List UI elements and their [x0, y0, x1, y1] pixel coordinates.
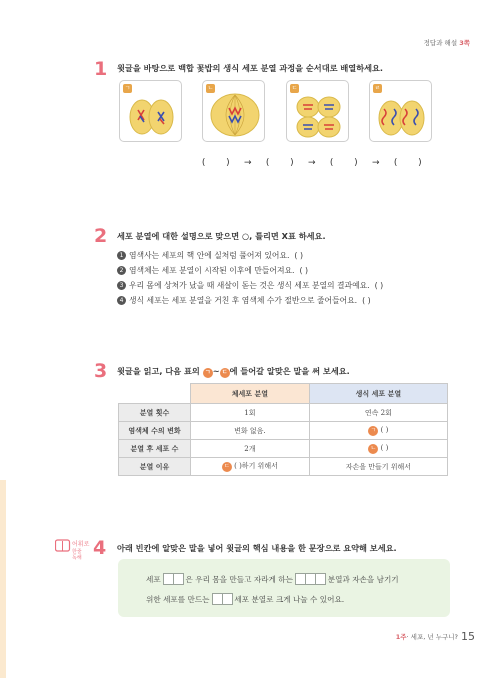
summary-line-1: 세포 은 우리 몸을 만들고 자라게 하는 분열과 자손을 남기기 [146, 575, 399, 584]
arrow-icon: → [243, 158, 253, 168]
order-blank-3[interactable]: ( ) [329, 158, 359, 168]
page-edge-strip [0, 480, 6, 678]
order-blank-4[interactable]: ( ) [393, 158, 423, 168]
statement-text: 염색체는 세포 분열이 시작된 이후에 만들어져요. [129, 266, 295, 275]
footer-title: · 세포, 넌 누구니? [406, 633, 458, 641]
row-header: 분열 이유 [119, 458, 191, 476]
page-number: 15 [461, 630, 475, 643]
stage-image-2 [202, 80, 265, 142]
answer-boxes-3[interactable] [212, 595, 232, 604]
blank-marker-icon: ㄱ [203, 368, 213, 378]
statement-number-badge: 1 [117, 251, 126, 260]
footer-unit: 1주 [395, 633, 407, 641]
answer-blank-a[interactable]: ㄱ ( ) [309, 422, 447, 440]
stage-image-4 [369, 80, 432, 142]
stage-image-1 [119, 80, 182, 142]
stage-image-3 [286, 80, 349, 142]
badge-line-3: 독해 [72, 555, 82, 560]
order-answer-row [195, 158, 429, 168]
stage-tag: ㄴ [207, 85, 214, 92]
blank-marker-icon: ㄱ [368, 426, 378, 436]
table-cell: 연속 2회 [309, 404, 447, 422]
order-blank-2[interactable]: ( ) [265, 158, 295, 168]
table-cell: 자손을 만들기 위해서 [309, 458, 447, 476]
statement-2 [117, 265, 308, 276]
answer-reference-page: 3쪽 [459, 39, 470, 47]
row-header: 분열 후 세포 수 [119, 440, 191, 458]
summary-line-2: 위한 세포를 만드는 세포 분열로 크게 나눌 수 있어요. [146, 595, 345, 604]
statement-3 [117, 280, 383, 291]
table-row [119, 458, 448, 476]
statement-4 [117, 295, 371, 306]
question-3-number: 3 [94, 360, 108, 382]
question-2-prompt: 세포 분열에 대한 설명으로 맞으면 ○, 틀리면 X표 하세요. [117, 231, 326, 241]
badge-line-1: 어휘로 [72, 541, 90, 548]
tilde: ~ [212, 366, 220, 376]
answer-boxes-1[interactable] [163, 575, 183, 584]
table-cell: 변화 없음. [191, 422, 310, 440]
answer-blank-b[interactable]: ㄴ ( ) [309, 440, 447, 458]
question-3-prompt [117, 366, 350, 378]
ox-answer-blank[interactable]: ( ) [294, 251, 303, 260]
column-header-germ: 생식 세포 분열 [309, 384, 447, 404]
statement-text: 생식 세포는 세포 분열을 거친 후 염색체 수가 절반으로 줄어들어요. [129, 296, 358, 305]
answer-reference [424, 38, 470, 47]
page-footer [396, 630, 475, 643]
statement-number-badge: 4 [117, 296, 126, 305]
prompt-text: 윗글을 읽고, 다음 표의 [117, 366, 200, 376]
question-4-number: 4 [93, 537, 107, 559]
table-cell: 1회 [191, 404, 310, 422]
ox-answer-blank[interactable]: ( ) [362, 296, 371, 305]
blank-marker-icon: ㄷ [222, 462, 232, 472]
answer-boxes-2[interactable] [295, 575, 325, 584]
summary-box [118, 559, 450, 617]
cell-diagram-2 [203, 81, 266, 143]
table-cell: 2개 [191, 440, 310, 458]
order-blank-1[interactable]: ( ) [201, 158, 231, 168]
prompt-text: 에 들어갈 알맞은 말을 써 보세요. [229, 366, 350, 376]
statement-1 [117, 250, 303, 261]
ox-answer-blank[interactable]: ( ) [374, 281, 384, 290]
statement-text: 염색사는 세포의 핵 안에 실처럼 풀어져 있어요. [129, 251, 290, 260]
answer-reference-label: 정답과 해설 [423, 39, 458, 47]
statement-text: 우리 몸에 상처가 났을 때 새살이 돋는 것은 생식 세포 분열의 결과예요. [129, 281, 370, 290]
blank-marker-icon: ㄷ [220, 368, 230, 378]
stage-tag: ㄹ [374, 85, 381, 92]
arrow-icon: → [371, 158, 381, 168]
stage-tag: ㄷ [291, 85, 298, 92]
comparison-table [118, 383, 448, 476]
table-row [119, 404, 448, 422]
question-4-prompt: 아래 빈칸에 알맞은 말을 넣어 윗글의 핵심 내용을 한 문장으로 요약해 보세요. [117, 543, 397, 553]
arrow-icon: → [307, 158, 317, 168]
stage-tag: ㄱ [124, 85, 131, 92]
row-header: 분열 횟수 [119, 404, 191, 422]
ox-answer-blank[interactable]: ( ) [299, 266, 309, 275]
cell-diagram-3 [287, 81, 350, 143]
badge-line-2: 한줄 [72, 549, 82, 555]
cell-diagram-1 [120, 81, 183, 143]
table-row [119, 422, 448, 440]
question-1-number: 1 [94, 58, 108, 80]
statement-number-badge: 3 [117, 281, 126, 290]
column-header-somatic: 체세포 분열 [191, 384, 310, 404]
answer-blank-c[interactable]: ㄷ ( )하기 위해서 [191, 458, 310, 476]
question-1-prompt: 윗글을 바탕으로 백합 꽃밥의 생식 세포 분열 과정을 순서대로 배열하세요. [117, 63, 384, 73]
blank-marker-icon: ㄴ [368, 444, 378, 454]
row-header: 염색체 수의 변화 [119, 422, 191, 440]
statement-number-badge: 2 [117, 266, 126, 275]
cell-diagram-4 [370, 81, 433, 143]
table-row [119, 440, 448, 458]
question-2-number: 2 [94, 225, 108, 247]
